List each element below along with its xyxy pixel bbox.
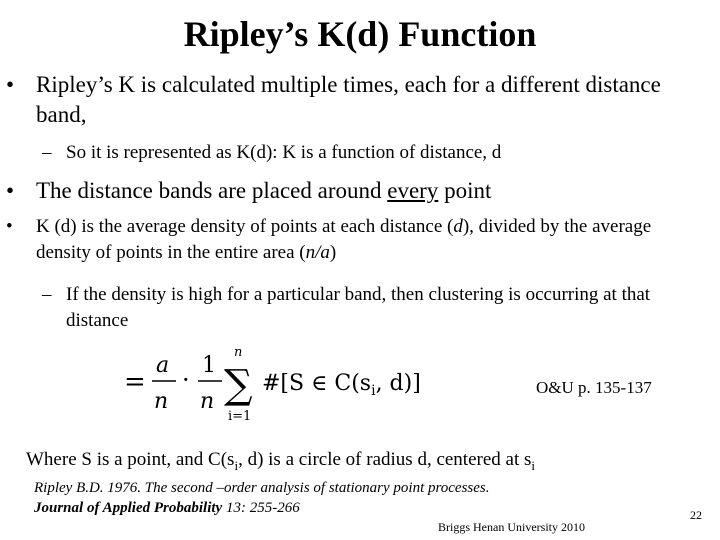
bullet-2-text <box>36 176 706 206</box>
bullet-1-sub-text: So it is represented as K(d): K is a function of distance, d <box>66 142 502 163</box>
bullet-3-sub-text: If the density is high for a particular band, then clustering is occurring at that distance <box>66 284 651 331</box>
source-note: O&U p. 135-137 <box>536 378 652 397</box>
bullet-3-sub <box>0 282 720 336</box>
formula-count-expression: #[S ∈ $C(s_i$, d)] <box>262 371 421 399</box>
formula-graphic <box>120 342 440 424</box>
formula-dot: · <box>182 366 190 394</box>
k-function-formula <box>120 342 440 424</box>
where-sub-2: i <box>531 457 536 473</box>
reference-line-1: Ripley B.D. 1976. The second –order analysis of stationary point processes. <box>34 480 490 496</box>
bullet-3-italic-na: n/a <box>305 242 330 263</box>
reference-volume: 13: 255-266 <box>222 500 300 516</box>
where-sub-1: i <box>234 457 239 473</box>
slide-title: Ripley’s K(d) Function <box>183 14 537 54</box>
sub-bullet-marker: – <box>42 284 52 305</box>
bullet-3-italic-d: d <box>453 216 463 237</box>
reference-line-2 <box>34 498 300 518</box>
where-explanation <box>26 448 535 478</box>
bullet-1 <box>0 70 720 130</box>
formula-equals: = <box>124 367 146 397</box>
page-number: 22 <box>690 508 702 522</box>
formula-a: a <box>156 353 170 378</box>
bullet-2-pre: The distance bands are placed around <box>36 178 388 203</box>
bullet-marker: • <box>6 178 15 203</box>
bullet-1-text: Ripley’s K is calculated multiple times, each for a different distance band, <box>36 72 661 127</box>
sum-upper-limit: n <box>234 345 243 360</box>
bullet-2-underlined: every <box>387 178 439 203</box>
summation-sign: ∑ <box>224 362 253 408</box>
bullet-3-text <box>36 214 706 266</box>
bullet-marker: • <box>6 72 15 97</box>
bullet-2 <box>0 176 720 208</box>
sum-lower-limit: i=1 <box>228 409 252 424</box>
bullet-3-post: ) <box>329 242 337 263</box>
formula-n2: n <box>200 389 215 414</box>
bullet-3-pre: K (d) is the average density of points at each distance ( <box>36 216 454 237</box>
reference-journal: Journal of Applied Probability <box>34 500 223 516</box>
where-pre: Where S is a point, and C(s <box>26 449 235 470</box>
bullet-1-sub <box>0 140 720 168</box>
formula-n1: n <box>154 389 169 414</box>
bullet-3 <box>0 214 720 270</box>
formula-one: 1 <box>202 353 216 378</box>
bullet-marker: • <box>6 216 13 237</box>
sub-bullet-marker: – <box>42 142 52 163</box>
bullet-3-mid: ), divided by the average density of points in the entire area ( <box>36 216 652 263</box>
where-mid: , d) is a circle of radius d, centered at s <box>238 449 532 470</box>
slide-footer: Briggs Henan University 2010 <box>438 520 585 534</box>
bullet-2-post: point <box>438 178 492 203</box>
